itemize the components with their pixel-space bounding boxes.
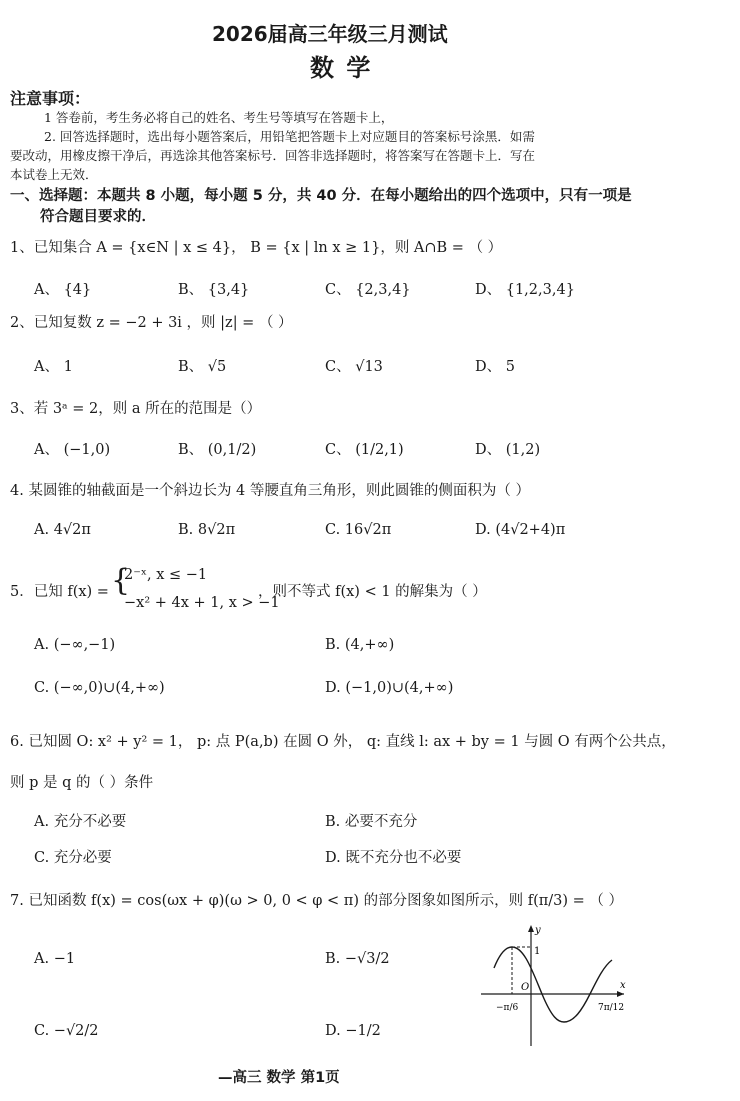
question-1-option-d: D、 {1,2,3,4}	[475, 282, 575, 298]
question-2-option-b: B、 √5	[178, 359, 227, 375]
question-1-stem: 1、已知集合 A = {x∈N | x ≤ 4}， B = {x | ln x ≥ 1}，则 A∩B = （ ）	[10, 240, 503, 256]
question-4-option-b: B. 8√2π	[178, 522, 236, 538]
notice-item-2-line-3: 本试卷上无效．	[10, 167, 98, 182]
left-tick-label: −π/6	[496, 1003, 519, 1013]
question-4-stem: 4. 某圆锥的轴截面是一个斜边长为 4 等腰直角三角形，则此圆锥的侧面积为（ ）	[10, 483, 530, 499]
question-5-stem-start: 5．已知 f(x) =	[10, 584, 109, 600]
piecewise-brace: {	[111, 563, 131, 598]
question-2-option-a: A、 1	[34, 359, 73, 375]
paper-title: 2026届高三年级三月测试	[212, 22, 448, 46]
question-6-option-a: A. 充分不必要	[34, 814, 127, 830]
question-7-option-c: C. −√2/2	[34, 1023, 99, 1039]
notice-item-2-line-1: 2. 回答选择题时，选出每小题答案后，用铅笔把答题卡上对应题目的答案标号涂黑．如需	[44, 129, 535, 144]
y-axis-label: y	[535, 925, 541, 936]
x-axis-label: x	[620, 980, 626, 991]
question-3-option-a: A、 (−1,0)	[34, 442, 111, 458]
question-5-option-c: C. (−∞,0)∪(4,+∞)	[34, 680, 165, 696]
section-heading-line-2: 符合题目要求的．	[40, 209, 156, 225]
question-3-option-b: B、 (0,1/2)	[178, 442, 257, 458]
question-6-option-c: C. 充分必要	[34, 850, 112, 866]
question-2-stem: 2、已知复数 z = −2 + 3i ，则 |z| = （ ）	[10, 315, 293, 331]
question-1-option-b: B、 {3,4}	[178, 282, 250, 298]
peak-value-label: 1	[534, 946, 541, 957]
question-3-option-c: C、 (1/2,1)	[325, 442, 404, 458]
question-5-option-b: B. (4,+∞)	[325, 637, 395, 653]
question-7-option-a: A. −1	[34, 951, 76, 967]
question-2-option-c: C、 √13	[325, 359, 383, 375]
origin-label: O	[521, 982, 530, 993]
notice-heading: 注意事项：	[10, 89, 91, 108]
question-3-option-d: D、 (1,2)	[475, 442, 541, 458]
cosine-graph-figure	[476, 922, 630, 1048]
question-5-option-a: A. (−∞,−1)	[34, 637, 116, 653]
question-5-stem-end: ，则不等式 f(x) < 1 的解集为（ ）	[258, 584, 487, 600]
question-1-option-c: C、 {2,3,4}	[325, 282, 411, 298]
notice-item-1: 1 答卷前，考生务必将自己的姓名、考生号等填写在答题卡上，	[44, 110, 394, 125]
right-tick-label: 7π/12	[598, 1003, 625, 1013]
question-5-piece-2: −x² + 4x + 1, x > −1	[124, 595, 280, 611]
question-4-option-a: A. 4√2π	[34, 522, 91, 538]
question-7-stem: 7. 已知函数 f(x) = cos(ωx + φ)(ω > 0, 0 < φ < π) 的部分图象如图所示，则 f(π/3) = （ ）	[10, 893, 624, 909]
notice-item-2-line-2: 要改动，用橡皮擦干净后，再选涂其他答案标号．回答非选择题时，将答案写在答题卡上．写在	[10, 148, 536, 163]
y-axis-arrow	[528, 925, 534, 932]
question-6-stem-2: 则 p 是 q 的（ ）条件	[10, 775, 154, 791]
question-5-piece-1: 2⁻ˣ, x ≤ −1	[124, 567, 208, 583]
question-6-stem: 6. 已知圆 O: x² + y² = 1， p: 点 P(a,b) 在圆 O 外， q: 直线 l: ax + by = 1 与圆 O 有两个公共点，	[10, 734, 676, 750]
question-6-option-b: B. 必要不充分	[325, 814, 418, 830]
question-5-option-d: D. (−1,0)∪(4,+∞)	[325, 680, 454, 696]
section-heading-line-1: 一、选择题：本题共 8 小题，每小题 5 分，共 40 分．在每小题给出的四个选项中，只有一项是	[10, 188, 632, 204]
subject-title: 数 学	[310, 54, 373, 82]
x-axis-arrow	[617, 991, 624, 997]
question-3-stem: 3、若 3ᵃ = 2，则 a 所在的范围是（）	[10, 401, 262, 417]
question-2-option-d: D、 5	[475, 359, 515, 375]
page-footer: —高三 数学 第1页	[218, 1070, 340, 1086]
question-7-option-d: D. −1/2	[325, 1023, 381, 1039]
question-7-option-b: B. −√3/2	[325, 951, 390, 967]
question-4-option-c: C. 16√2π	[325, 522, 392, 538]
question-6-option-d: D. 既不充分也不必要	[325, 850, 462, 866]
question-4-option-d: D. (4√2+4)π	[475, 522, 566, 538]
question-1-option-a: A、 {4}	[34, 282, 92, 298]
